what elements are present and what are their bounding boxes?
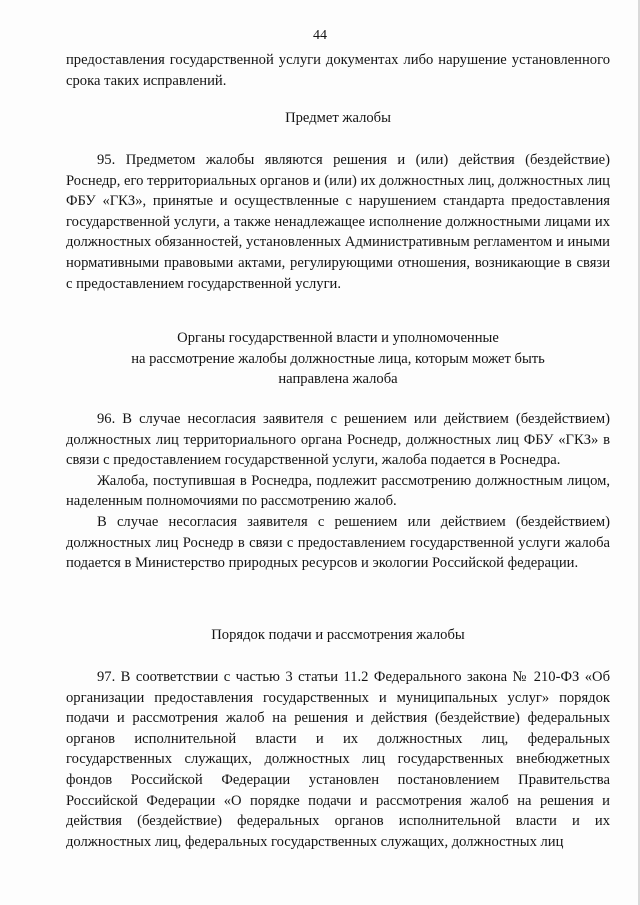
paragraph-97: 97. В соответствии с частью 3 статьи 11.2 Федерального закона № 210-ФЗ «Об организации предоставления государственных и муниципальных услуг» порядок подачи и рассмотрения жалоб на решения и действия (бездействие) федеральных органов исполнительной власти и их должностных лиц, федеральных государственных служащих, должностных лиц государственных внебюджетных фондов Российской Федерации установлен постановлением Правительства Российской Федерации «О порядке подачи и рассмотрения жалоб на решения и действия (бездействие) федеральных органов исполнительной власти и их должностных лиц, федеральных государственных служащих, должностных лиц <box>66 669 610 850</box>
paragraph-95-block <box>66 150 610 294</box>
heading-procedure: Порядок подачи и рассмотрения жалобы <box>211 627 465 643</box>
paragraph-96-block <box>66 409 610 574</box>
paragraph-96-ministry: В случае несогласия заявителя с решением или действием (бездействием) должностных лиц Роснедр в связи с предоставлением государственной услуги жалоба подается в Министерство природных ресурсов и экологии Российской федерации. <box>66 513 610 572</box>
section-subject <box>66 108 610 129</box>
intro-continuation: предоставления государственной услуги документах либо нарушение установленного срока таких исправлений. <box>66 52 610 89</box>
paragraph-96-complaint-review: Жалоба, поступившая в Роснедра, подлежит рассмотрению должностным лицом, наделенным полномочиями по рассмотрению жалоб. <box>66 472 610 510</box>
section-procedure <box>66 625 610 646</box>
intro-continuation-block <box>66 50 610 91</box>
heading-authorities-line-3: направлена жалоба <box>278 371 398 388</box>
page-number: 44 <box>313 28 327 43</box>
paragraph-97-block <box>66 667 610 852</box>
heading-authorities-line-2: на рассмотрение жалобы должностные лица, которым может быть <box>131 350 545 367</box>
paragraph-95: 95. Предметом жалобы являются решения и (или) действия (бездействие) Роснедр, его территориальных органов и (или) их должностных лиц, должностных лиц ФБУ «ГКЗ», принятые и осуществленные с нарушением стандарта предоставления государственной услуги, а также ненадлежащее исполнение должностными лицами их должностных обязанностей, установленных Административным регламентом и иными нормативными правовыми актами, регулирующими отношения, возникающие в связи с предоставлением государственной услуги. <box>66 152 610 292</box>
heading-authorities-line-1: Органы государственной власти и уполномоченные <box>177 330 499 346</box>
section-authorities <box>66 328 610 390</box>
paragraph-96: 96. В случае несогласия заявителя с решением или действием (бездействием) должностных лиц территориального органа Роснедр, должностных лиц ФБУ «ГКЗ» в связи с предоставлением государственной услуги, жалоба подается в Роснедра. <box>66 411 610 469</box>
heading-subject-of-complaint: Предмет жалобы <box>285 110 391 126</box>
